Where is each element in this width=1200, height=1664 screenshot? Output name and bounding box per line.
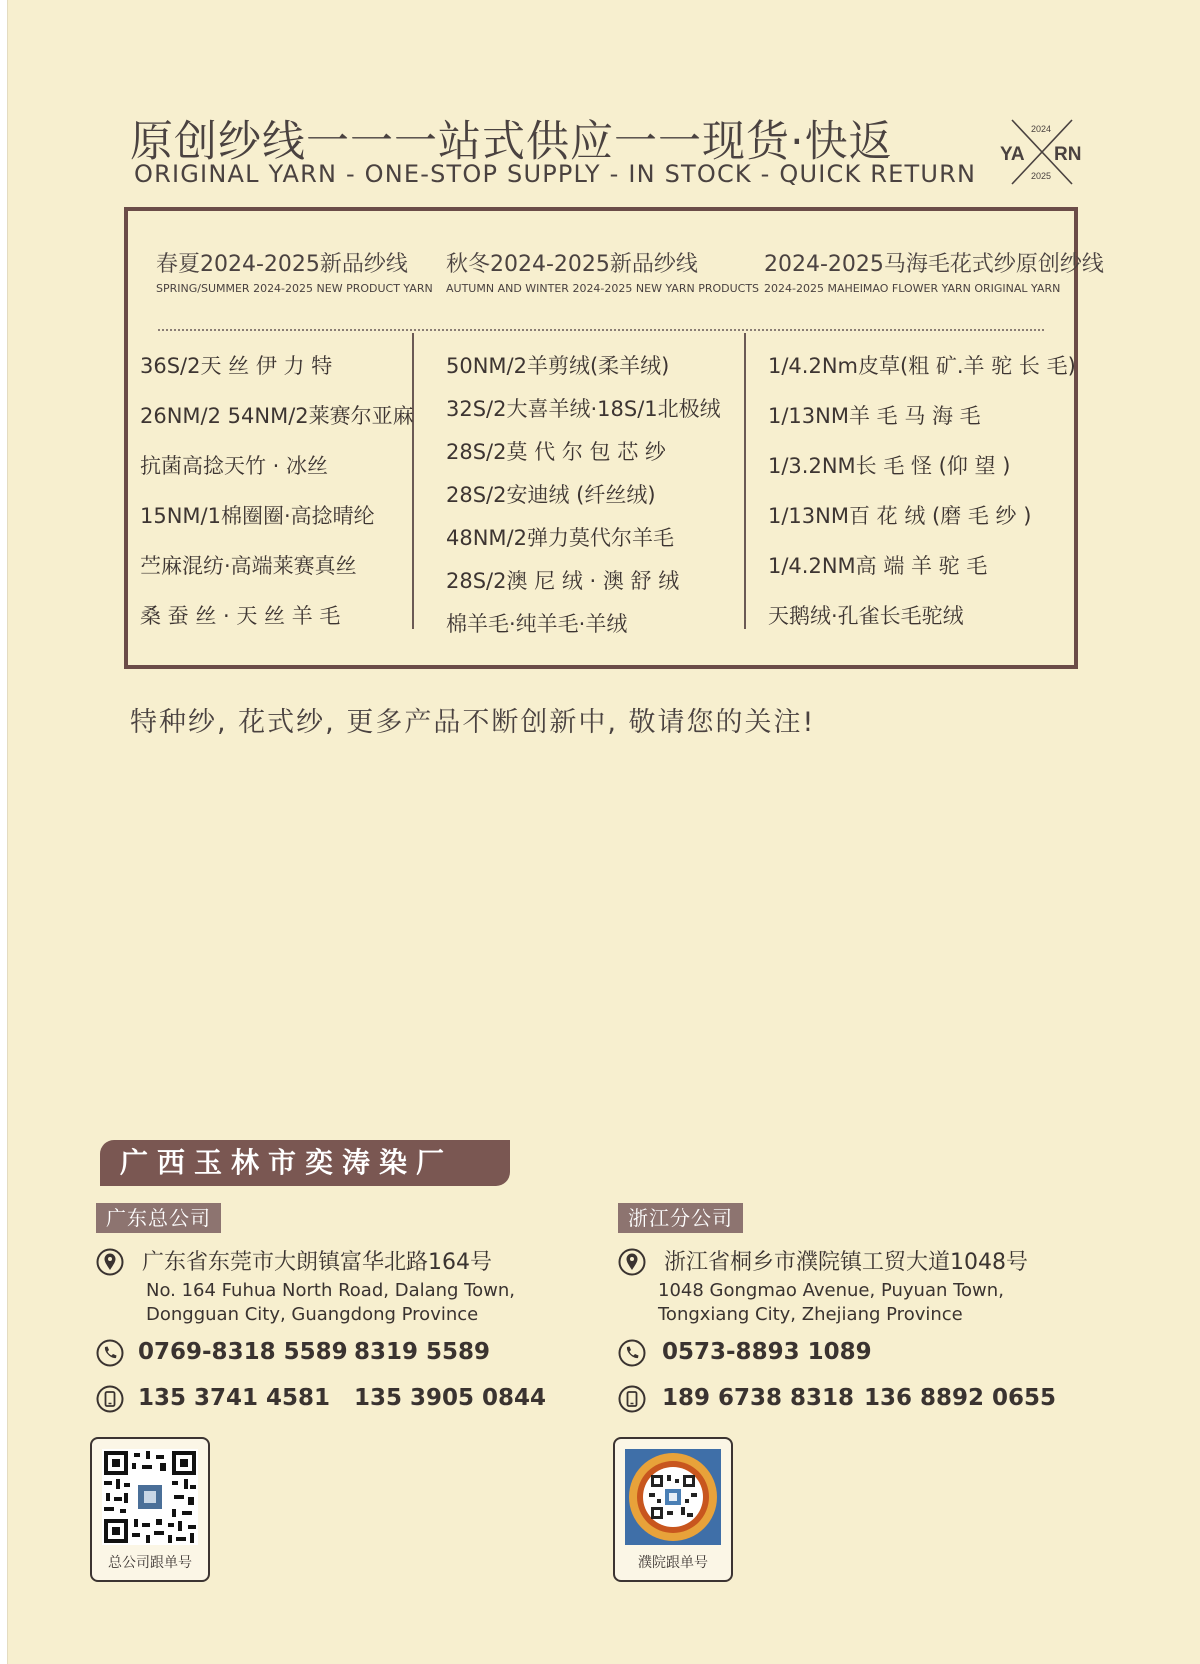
list-item: 1/13NM羊 毛 马 海 毛 <box>768 404 981 428</box>
qr-label: 濮院跟单号 <box>638 1555 708 1571</box>
branch-label: 广东总公司 <box>96 1203 221 1233</box>
list-item: 50NM/2羊剪绒(柔羊绒) <box>446 354 670 378</box>
list-item: 1/4.2NM高 端 羊 驼 毛 <box>768 554 988 578</box>
location-pin-icon <box>96 1247 124 1277</box>
phone-number[interactable]: 8319 5589 <box>354 1339 491 1365</box>
list-item: 棉羊毛·纯羊毛·羊绒 <box>446 612 628 636</box>
mobile-number[interactable]: 135 3905 0844 <box>354 1385 547 1411</box>
logo-text-rn: RN <box>1054 144 1082 165</box>
mobile-number[interactable]: 136 8892 0655 <box>864 1385 1057 1411</box>
list-item: 48NM/2弹力莫代尔羊毛 <box>446 526 674 550</box>
column-header-spring-summer <box>156 247 433 295</box>
qr-card-headquarters <box>90 1437 210 1582</box>
list-item: 1/13NM百 花 绒 (磨 毛 纱 ) <box>768 504 1032 528</box>
branch-label: 浙江分公司 <box>618 1203 743 1233</box>
location-pin-icon <box>618 1247 646 1277</box>
column-title: 春夏2024-2025新品纱线 <box>156 252 408 277</box>
address-en-line: Dongguan City, Guangdong Province <box>146 1304 479 1325</box>
address-en <box>658 1279 1004 1327</box>
address-cn: 浙江省桐乡市濮院镇工贸大道1048号 <box>664 1250 1028 1275</box>
list-item: 28S/2澳 尼 绒 · 澳 舒 绒 <box>446 569 680 593</box>
list-item: 15NM/1棉圈圈·高捻晴纶 <box>140 504 375 528</box>
list-item: 26NM/2 54NM/2莱赛尔亚麻 <box>140 404 414 428</box>
logo-year-bottom: 2025 <box>1031 171 1052 181</box>
column-divider <box>744 333 746 629</box>
phone-icon <box>618 1339 646 1367</box>
logo-text-ya: YA <box>1000 144 1025 165</box>
page-subtitle: ORIGINAL YARN - ONE-STOP SUPPLY - IN STOCK - QUICK RETURN <box>134 160 977 188</box>
list-item: 32S/2大喜羊绒·18S/1北极绒 <box>446 397 721 421</box>
address-en-line: Tongxiang City, Zhejiang Province <box>658 1304 963 1325</box>
list-item: 36S/2天 丝 伊 力 特 <box>140 354 333 378</box>
column-subtitle: SPRING/SUMMER 2024-2025 NEW PRODUCT YARN <box>156 282 433 295</box>
list-item: 28S/2安迪绒 (纤丝绒) <box>446 483 656 507</box>
list-item: 28S/2莫 代 尔 包 芯 纱 <box>446 440 666 464</box>
product-table <box>124 207 1104 669</box>
mobile-phone-icon <box>96 1385 124 1413</box>
header-divider <box>158 329 1044 331</box>
address-en-line: 1048 Gongmao Avenue, Puyuan Town, <box>658 1280 1004 1301</box>
mobile-phone-icon <box>618 1385 646 1413</box>
page-spine <box>0 0 8 1664</box>
column-subtitle: AUTUMN AND WINTER 2024-2025 NEW YARN PRODUCTS <box>446 282 760 295</box>
column-subtitle: 2024-2025 MAHEIMAO FLOWER YARN ORIGINAL YARN <box>764 282 1061 295</box>
yarn-logo <box>998 118 1086 186</box>
mobile-number[interactable]: 135 3741 4581 <box>138 1385 331 1411</box>
list-item: 苎麻混纺·高端莱赛真丝 <box>140 554 357 578</box>
list-item: 桑 蚕 丝 · 天 丝 羊 毛 <box>140 604 341 628</box>
list-item: 抗菌高捻天竹 · 冰丝 <box>140 454 329 478</box>
mobile-number[interactable]: 189 6738 8318 <box>662 1385 855 1411</box>
column-list-mohair <box>768 341 1076 641</box>
column-title: 秋冬2024-2025新品纱线 <box>446 252 698 277</box>
company-name-banner: 广西玉林市奕涛染厂 <box>100 1140 510 1186</box>
qr-card-puyuan <box>613 1437 733 1582</box>
list-item: 天鹅绒·孔雀长毛驼绒 <box>768 604 964 628</box>
address-en <box>146 1279 515 1327</box>
column-header-autumn-winter <box>446 247 759 295</box>
address-en-line: No. 164 Fuhua North Road, Dalang Town, <box>146 1280 515 1301</box>
list-item: 1/4.2Nm皮草(粗 矿.羊 驼 长 毛) <box>768 354 1076 378</box>
column-list-autumn-winter <box>446 345 721 646</box>
column-header-mohair <box>764 247 1104 295</box>
branch-guangdong <box>96 1203 547 1411</box>
branch-zhejiang <box>618 1203 1057 1411</box>
notice-text: 特种纱, 花式纱, 更多产品不断创新中, 敬请您的关注! <box>130 707 816 738</box>
column-list-spring-summer <box>140 341 414 641</box>
phone-number[interactable]: 0573-8893 1089 <box>662 1339 872 1365</box>
page-title: 原创纱线一一一站式供应一一现货·快返 <box>130 117 893 167</box>
qr-code[interactable] <box>625 1449 721 1545</box>
list-item: 1/3.2NM长 毛 怪 (仰 望 ) <box>768 454 1011 478</box>
phone-number[interactable]: 0769-8318 5589 <box>138 1339 348 1365</box>
logo-year-top: 2024 <box>1031 124 1052 134</box>
qr-label: 总公司跟单号 <box>108 1555 192 1571</box>
address-cn: 广东省东莞市大朗镇富华北路164号 <box>142 1250 492 1275</box>
qr-code[interactable] <box>102 1449 198 1545</box>
column-title: 2024-2025马海毛花式纱原创纱线 <box>764 252 1104 277</box>
phone-icon <box>96 1339 124 1367</box>
